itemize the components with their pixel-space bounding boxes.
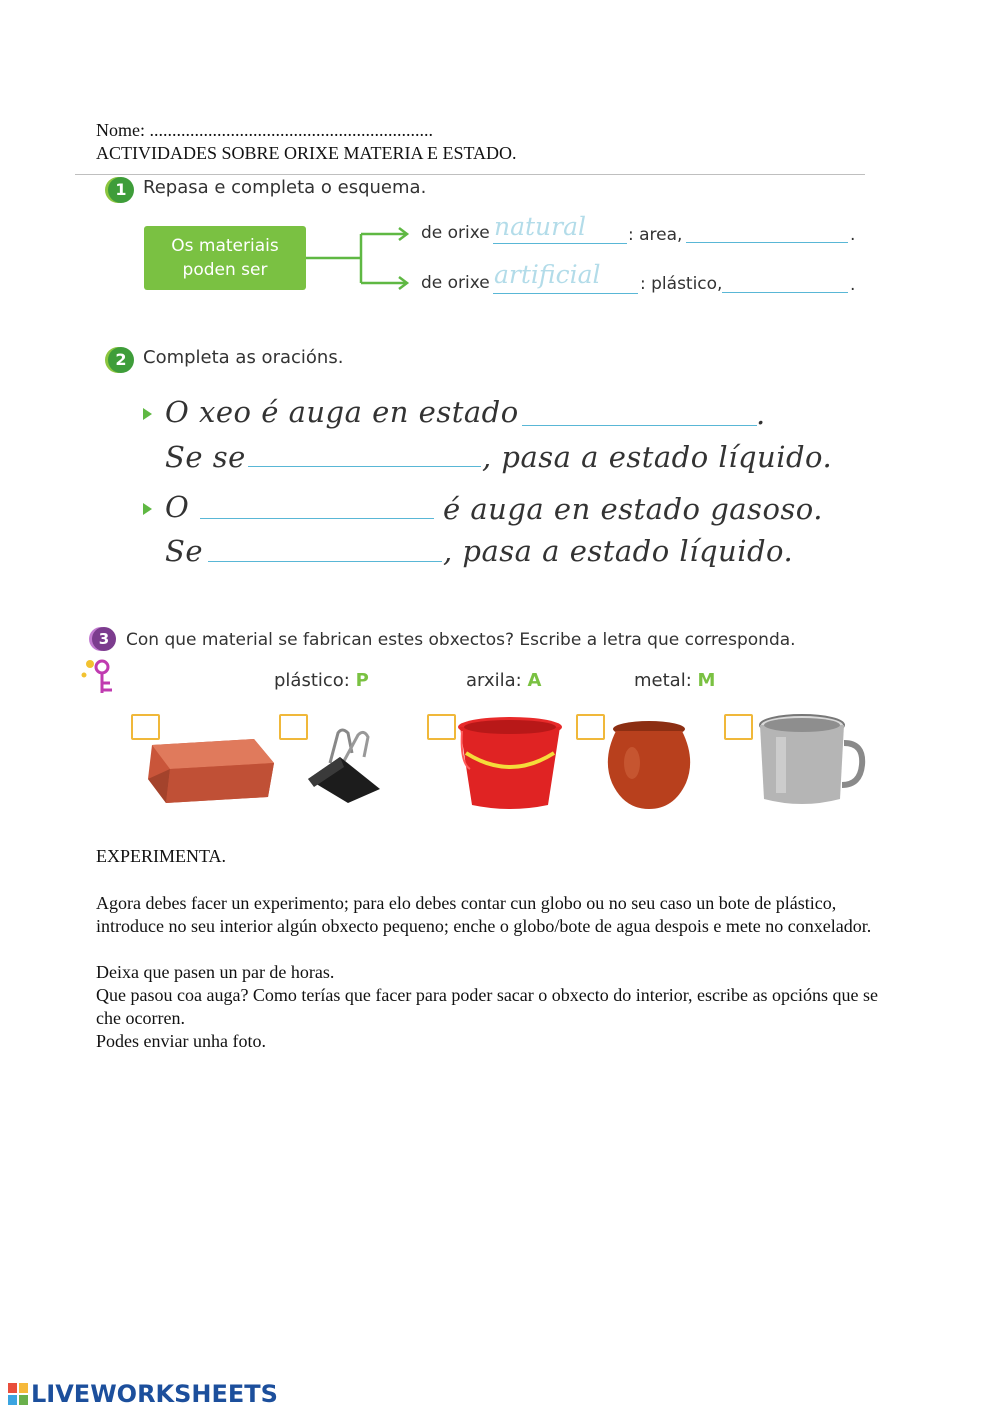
activity-3-instruction: Con que material se fabrican estes obxectos? Escribe a letra que corresponda. <box>126 630 796 650</box>
row1-blank-input[interactable] <box>686 242 848 243</box>
cup-answer-box[interactable] <box>724 714 753 740</box>
row2-trace-line <box>493 293 638 294</box>
sentence1-blank1-input[interactable] <box>522 425 757 426</box>
legend-clay-label: arxila: <box>466 670 522 691</box>
sentence2-blank2-input[interactable] <box>208 561 442 562</box>
sentence1-part3: , pasa a estado líquido. <box>482 440 833 474</box>
key-icon <box>80 655 120 697</box>
liveworksheets-logo[interactable] <box>8 1380 278 1408</box>
name-line: Nome: ............................................................... <box>96 120 433 140</box>
experiment-paragraph-1: Agora debes facer un experimento; para elo debes contar cun globo ou no seu caso un bote de plástico, introduce no seu interior algún obxecto pequeno; enche o globo/bote de agua despois e mete no conxelador. <box>96 893 872 936</box>
activity-2-badge: 2 <box>108 347 134 373</box>
materials-box-line1: Os materiais <box>171 236 279 256</box>
bullet-icon <box>143 408 152 420</box>
experiment-paragraph-4: Podes enviar unha foto. <box>96 1031 266 1051</box>
row2-dot: . <box>850 275 856 295</box>
experiment-title: EXPERIMENTA. <box>96 846 227 866</box>
branch-arrows-icon <box>306 222 416 294</box>
row2-blank-input[interactable] <box>722 292 848 293</box>
binder-clip-image <box>300 727 385 803</box>
materials-box-line2: poden ser <box>182 260 268 280</box>
legend-clay-letter: A <box>527 670 542 691</box>
bullet-icon <box>143 503 152 515</box>
legend-clay <box>466 670 541 691</box>
sentence1-dot: . <box>756 397 766 431</box>
activity-1-instruction: Repasa e completa o esquema. <box>143 177 427 198</box>
brick-image <box>144 735 276 807</box>
row1-prefix: de orixe <box>421 223 490 243</box>
experiment-paragraph-2: Deixa que pasen un par de horas. <box>96 962 335 982</box>
row2-prefix: de orixe <box>421 273 490 293</box>
row2-trace: artificial <box>494 260 601 289</box>
materials-box <box>144 226 306 290</box>
legend-metal-label: metal: <box>634 670 692 691</box>
liveworksheets-logo-icon <box>8 1383 28 1405</box>
worksheet-title: ACTIVIDADES SOBRE ORIXE MATERIA E ESTADO. <box>96 143 517 163</box>
sentence2-part1: O <box>165 490 190 524</box>
row1-trace-line <box>493 243 627 244</box>
sentence2-blank1-input[interactable] <box>200 518 434 519</box>
divider <box>75 174 865 175</box>
row1-suffix: : area, <box>628 225 683 245</box>
activity-3-badge: 3 <box>92 627 116 651</box>
bucket-image <box>456 713 566 813</box>
row1-dot: . <box>850 225 856 245</box>
pot-answer-box[interactable] <box>576 714 605 740</box>
sentence2-part2: é auga en estado gasoso. <box>443 492 823 526</box>
legend-plastic-letter: P <box>355 670 369 691</box>
sentence1-blank2-input[interactable] <box>248 466 481 467</box>
sentence2-part3: Se <box>165 534 204 568</box>
sentence2-part4: , pasa a estado líquido. <box>443 534 794 568</box>
legend-metal <box>634 670 715 691</box>
legend-plastic <box>274 670 369 691</box>
metal-cup-image <box>756 713 868 811</box>
row1-trace: natural <box>494 212 587 241</box>
sentence1-part2: Se se <box>165 440 246 474</box>
legend-metal-letter: M <box>697 670 716 691</box>
liveworksheets-brand: LIVEWORKSHEETS <box>31 1380 278 1408</box>
clay-pot-image <box>602 719 696 812</box>
experiment-paragraph-3: Que pasou coa auga? Como terías que facer para poder sacar o obxecto do interior, escribe as opcións que se che ocorren. <box>96 985 878 1028</box>
activity-1-badge: 1 <box>108 177 134 203</box>
row2-suffix: : plástico, <box>640 274 723 294</box>
sentence1-part1: O xeo é auga en estado <box>165 395 519 429</box>
legend-plastic-label: plástico: <box>274 670 350 691</box>
activity-2-instruction: Completa as oracións. <box>143 347 344 368</box>
bucket-answer-box[interactable] <box>427 714 456 740</box>
